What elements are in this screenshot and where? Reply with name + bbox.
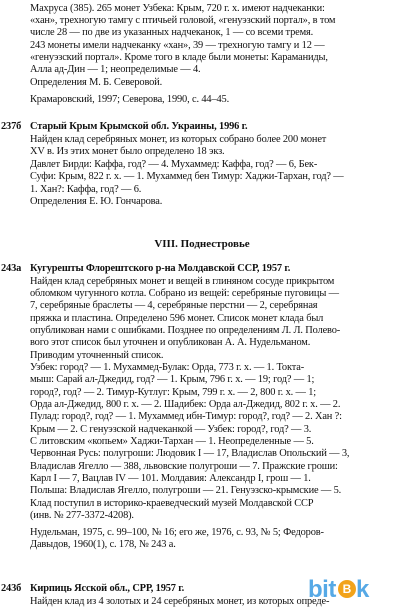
paragraph-line: «генуэзский портал». Кроме того в кладе были монеты: Караманиды, xyxy=(30,52,328,63)
paragraph-line: 243 монеты имели надчеканку «хан», 39 — трехногую тамгу и 12 — xyxy=(30,40,325,51)
watermark-text-left: bit xyxy=(308,576,336,603)
citation-line: Давыдов, 1960(1), с. 178, № 243 а. xyxy=(30,539,176,550)
paragraph-line: обломком чугунного котла. Собрано из вещей: серебряные пуговицы — xyxy=(30,288,339,299)
paragraph-line: Определения М. Б. Северовой. xyxy=(30,77,163,88)
paragraph-line: (инв. № 277-3372-4208). xyxy=(30,510,134,521)
citation-line: Крамаровский, 1997; Северова, 1990, с. 44–45. xyxy=(30,94,230,105)
entry-number: 237б xyxy=(1,121,22,132)
paragraph-line: Карл I — 7, Вацлав IV — 101. Молдавия: Александр I, грош — 1. xyxy=(30,473,311,484)
entry-title: Кугурешты Флорештского р-на Молдавской ССР, 1957 г. xyxy=(30,263,291,274)
entry-heading xyxy=(0,263,404,275)
paragraph-line: Давлет Бирди: Каффа, год? — 4. Мухаммед: Каффа, год? — 6, Бек- xyxy=(30,159,318,170)
paragraph-line: Червонная Русь: полугроши: Людовик I — 17, Владислав Опольский — 3, xyxy=(30,448,350,459)
paragraph-line: Владислав Ягелло — 388, львовские полугроши — 7. Пражские гроши: xyxy=(30,461,338,472)
paragraph-line: Найден клад из 4 золотых и 24 серебряных монет, из которых опреде- xyxy=(30,596,330,607)
paragraph-line: Приводим уточненный список. xyxy=(30,350,164,361)
paragraph-line: пряжка и пластина. Определено 596 монет. Список монет клада был xyxy=(30,313,324,324)
paragraph-line: числе 28 — по две из указанных надчеканок, 1 — со всеми тремя. xyxy=(30,27,314,38)
paragraph-line: Клад поступил в историко-краеведческий музей Молдавской ССР xyxy=(30,498,314,509)
paragraph-line: Найден клад серебряных монет, из которых собрано более 200 монет xyxy=(30,134,327,145)
paragraph-line: 7, серебряные браслеты — 4, серебряные перстни — 2, серебряная xyxy=(30,300,318,311)
bitcoin-coin-icon: B xyxy=(338,580,356,598)
paragraph-line: вого этот список был уточнен и опубликован А. А. Нудельманом. xyxy=(30,337,311,348)
paragraph-line: С литовским «копьем» Хаджи-Тархан — 1. Неопределенные — 5. xyxy=(30,436,314,447)
paragraph-line: Узбек: город? — 1. Мухаммед-Булак: Орда, 773 г. х. — 1. Токта- xyxy=(30,362,305,373)
paragraph-line: Пулад: город?, год? — 1. Мухаммед ибн-Тимур: город?, год? — 2. Хан ?: xyxy=(30,411,342,422)
paragraph-line: Найден клад серебряных монет и вещей в глиняном сосуде прикрытом xyxy=(30,276,335,287)
section-heading: VIII. Поднестровье xyxy=(154,238,250,250)
paragraph-line: XV в. Из этих монет было определено 18 экз. xyxy=(30,146,225,157)
entry-number: 243б xyxy=(1,583,22,594)
paragraph-line: Суфи: Крым, 822 г. х. — 1. Мухаммед бен Тимур: Хаджи-Тархан, год? — xyxy=(30,171,344,182)
paragraph-line: Польша: Владислав Ягелло, полугроши — 21. Генуэзско-крымские — 5. xyxy=(30,485,342,496)
paragraph-line: опубликован нами с ошибками. Позднее по определениям Л. Л. Полево- xyxy=(30,325,341,336)
paragraph-line: город?, год? — 2. Тимур-Кутлуг: Крым, 799 г. х. — 2, 800 г. х. — 1; xyxy=(30,387,316,398)
entry-title: Кирпиць Ясской обл., СРР, 1957 г. xyxy=(30,583,185,594)
paragraph-line: мыш: Сарай ал-Джедид, год? — 1. Крым, 796 г. х. — 19; год? — 1; xyxy=(30,374,315,385)
paragraph-line: 1. Хан?: Каффа, год? — 6. xyxy=(30,184,142,195)
paragraph-line: Крым — 2. С генуэзской надчеканкой — Узбек: город?, год? — 3. xyxy=(30,424,312,435)
paragraph-line: Определения Е. Ю. Гончарова. xyxy=(30,196,163,207)
paragraph-line: Алла ад-Дин — 1; неопределимые — 4. xyxy=(30,64,201,75)
bitok-watermark-logo xyxy=(308,574,398,606)
paragraph-line: Орда ал-Джедид, 800 г. х. — 2. Шадибек: Орда ал-Джедид, 802 г. х. — 2. xyxy=(30,399,341,410)
entry-number: 243а xyxy=(1,263,22,274)
paragraph-line: Махруса (385). 265 монет Узбека: Крым, 720 г. х. имеют надчеканки: xyxy=(30,3,325,14)
paragraph-line: «хан», трехногую тамгу с птичьей головой, «генуэзский портал», в том xyxy=(30,15,336,26)
entry-title: Старый Крым Крымской обл. Украины, 1996 г. xyxy=(30,121,248,132)
citation-line: Нудельман, 1975, с. 99–100, № 16; его же, 1976, с. 93, № 5; Федоров- xyxy=(30,527,324,538)
entry-heading xyxy=(0,121,404,133)
watermark-text-right: k xyxy=(356,576,370,603)
